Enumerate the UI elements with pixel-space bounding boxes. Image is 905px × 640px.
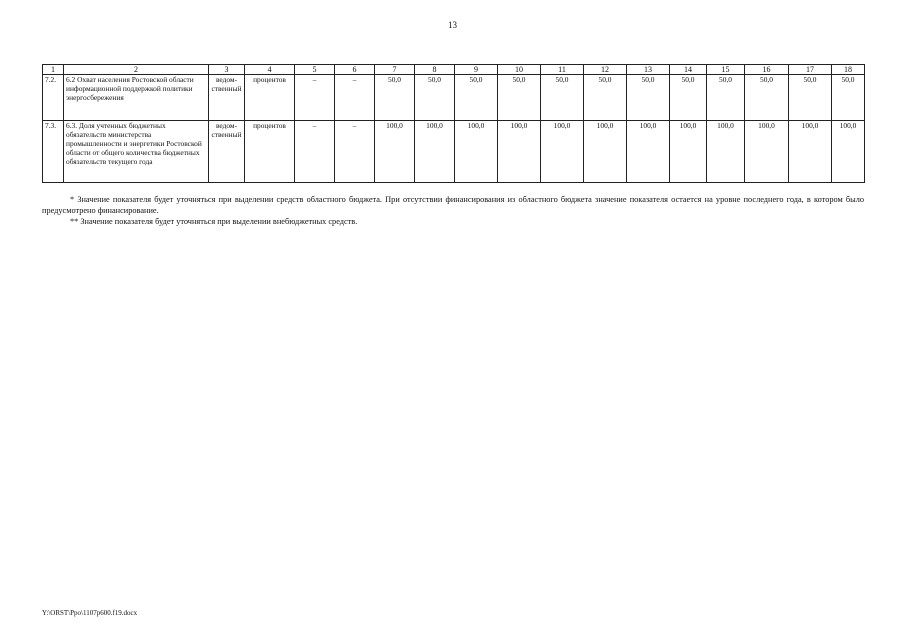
table-cell: 100,0: [541, 121, 584, 183]
table-cell: 50,0: [627, 75, 670, 121]
indicator-name: 6.3. Доля учтенных бюджетных обязательств министерства промышленности и энергетики Ростовской области от общего количества бюджетных обязательств текущего года: [64, 121, 209, 183]
unit: процентов: [245, 121, 295, 183]
table-cell: 100,0: [832, 121, 865, 183]
column-header: 7: [375, 65, 415, 75]
table-cell: 50,0: [375, 75, 415, 121]
table-cell: 100,0: [789, 121, 832, 183]
column-header: 2: [64, 65, 209, 75]
indicator-type: ведом-ственный: [209, 75, 245, 121]
column-header: 18: [832, 65, 865, 75]
indicator-name: 6.2 Охват населения Ростовской области информационной поддержкой политики энергосбережения: [64, 75, 209, 121]
unit: процентов: [245, 75, 295, 121]
column-header: 8: [415, 65, 455, 75]
column-header: 11: [541, 65, 584, 75]
table-cell: 50,0: [745, 75, 789, 121]
table-row: [43, 75, 865, 121]
table-cell: –: [335, 75, 375, 121]
table-cell: 50,0: [832, 75, 865, 121]
column-header: 13: [627, 65, 670, 75]
table-cell: –: [295, 121, 335, 183]
page-number: 13: [448, 20, 457, 30]
row-number: 7.3.: [43, 121, 64, 183]
column-header: 6: [335, 65, 375, 75]
table-cell: 100,0: [670, 121, 707, 183]
table-cell: 100,0: [627, 121, 670, 183]
column-header: 9: [455, 65, 498, 75]
column-header: 3: [209, 65, 245, 75]
column-header: 12: [584, 65, 627, 75]
table-row: [43, 121, 865, 183]
table-cell: 100,0: [745, 121, 789, 183]
row-number: 7.2.: [43, 75, 64, 121]
table-cell: 100,0: [415, 121, 455, 183]
table-cell: –: [335, 121, 375, 183]
table-cell: 50,0: [707, 75, 745, 121]
table-cell: 100,0: [707, 121, 745, 183]
header-row: [43, 65, 865, 75]
column-header: 5: [295, 65, 335, 75]
table-cell: 50,0: [498, 75, 541, 121]
table-cell: 50,0: [584, 75, 627, 121]
column-header: 15: [707, 65, 745, 75]
column-header: 17: [789, 65, 832, 75]
table-cell: 50,0: [789, 75, 832, 121]
footnote-regional-budget: * Значение показателя будет уточняться при выделении средств областного бюджета. При отсутствии финансирования из областного бюджета значение показателя остается на уровне последнего года, в котором было предусмотрено финансирование.: [42, 195, 864, 215]
footnote-extrabudgetary: ** Значение показателя будет уточняться при выделении внебюджетных средств.: [70, 217, 358, 226]
table-cell: 100,0: [498, 121, 541, 183]
table-cell: 50,0: [541, 75, 584, 121]
indicator-type: ведом-ственный: [209, 121, 245, 183]
footnotes: [42, 194, 864, 227]
column-header: 16: [745, 65, 789, 75]
document-file-path: Y:\ORST\Ppo\1107p600.f19.docx: [42, 609, 138, 617]
column-header: 14: [670, 65, 707, 75]
table-cell: 100,0: [455, 121, 498, 183]
table-cell: 50,0: [455, 75, 498, 121]
column-header: 4: [245, 65, 295, 75]
table-cell: 100,0: [375, 121, 415, 183]
column-header: 1: [43, 65, 64, 75]
table-cell: 50,0: [670, 75, 707, 121]
indicators-table: [42, 64, 865, 183]
table-cell: 100,0: [584, 121, 627, 183]
table-cell: 50,0: [415, 75, 455, 121]
table-cell: –: [295, 75, 335, 121]
column-header: 10: [498, 65, 541, 75]
